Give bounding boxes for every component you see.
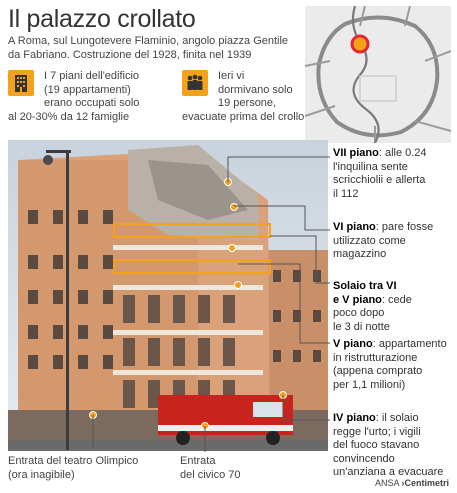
fact-line: erano occupati solo [44, 97, 140, 109]
caption-line: Entrata del teatro Olimpico [8, 455, 139, 467]
fact-line: evacuate prima del crollo [182, 110, 305, 123]
fact-line: (19 appartamenti) [44, 83, 131, 96]
floor-label: IV piano [333, 412, 376, 424]
annotation-line: il 112 [333, 187, 359, 200]
annotation-line: convincendo [333, 452, 395, 465]
fact-line: al 20-30% da 12 famiglie [8, 110, 130, 123]
annotation-line: scricchiolii e allerta [333, 174, 426, 186]
caption-theatre [8, 455, 138, 482]
annotation-line: regge l'urto; i vigili [333, 425, 421, 438]
intro-text: A Roma, sul Lungotevere Flaminio, angolo piazza Gentile da Fabriano. Costruzione del 1928, finita nel 1939 [8, 35, 289, 61]
annotation-line: : alle 0.24 [378, 147, 427, 159]
caption-civico [180, 455, 241, 482]
annotation-line: le 3 di notte [333, 320, 390, 333]
credit [375, 478, 449, 488]
floor-label: Solaio tra VI [333, 280, 397, 292]
caption-line: Entrata [180, 455, 216, 467]
annotation-line: magazzino [333, 248, 387, 260]
annotation-iv-floor [333, 412, 455, 480]
annotation-line: per 1,1 milioni) [333, 378, 406, 391]
annotation-line: in ristrutturazione [333, 351, 418, 364]
annotation-vii-floor [333, 147, 451, 201]
floor-label: VII piano [333, 147, 379, 159]
fact-line: 19 persone, [218, 97, 277, 109]
annotation-line: poco dopo [333, 307, 385, 319]
fact-line: dormivano solo [218, 83, 293, 96]
floor-label: VI piano [333, 221, 376, 233]
annotation-line: : pare fosse [375, 221, 434, 233]
annotation-v-floor [333, 338, 451, 392]
annotation-slab [333, 280, 451, 334]
centimetri-logo: ›Centimetri [401, 478, 449, 488]
fact-line: I 7 piani dell'edificio [44, 70, 140, 82]
annotation-line: : cede [381, 293, 412, 306]
annotation-line: : appartamento [372, 338, 447, 350]
annotation-line: : il solaio [375, 412, 419, 424]
floor-label: e V piano [333, 293, 382, 306]
annotation-line: l'inquilina sente [333, 160, 408, 173]
page-title: Il palazzo crollato [8, 5, 196, 33]
annotation-vi-floor [333, 221, 451, 262]
annotation-line: un'anziana a evacuare [333, 466, 444, 478]
floor-label: V piano [333, 338, 373, 350]
caption-line: (ora inagibile) [8, 468, 75, 481]
caption-line: del civico 70 [180, 468, 241, 481]
fact-line: Ieri vi [218, 70, 245, 82]
annotation-line: utilizzato come [333, 234, 406, 247]
annotation-line: del fuoco stavano [333, 439, 420, 451]
annotation-line: (appena comprato [333, 365, 423, 377]
credit-ansa: ANSA [374, 478, 399, 488]
